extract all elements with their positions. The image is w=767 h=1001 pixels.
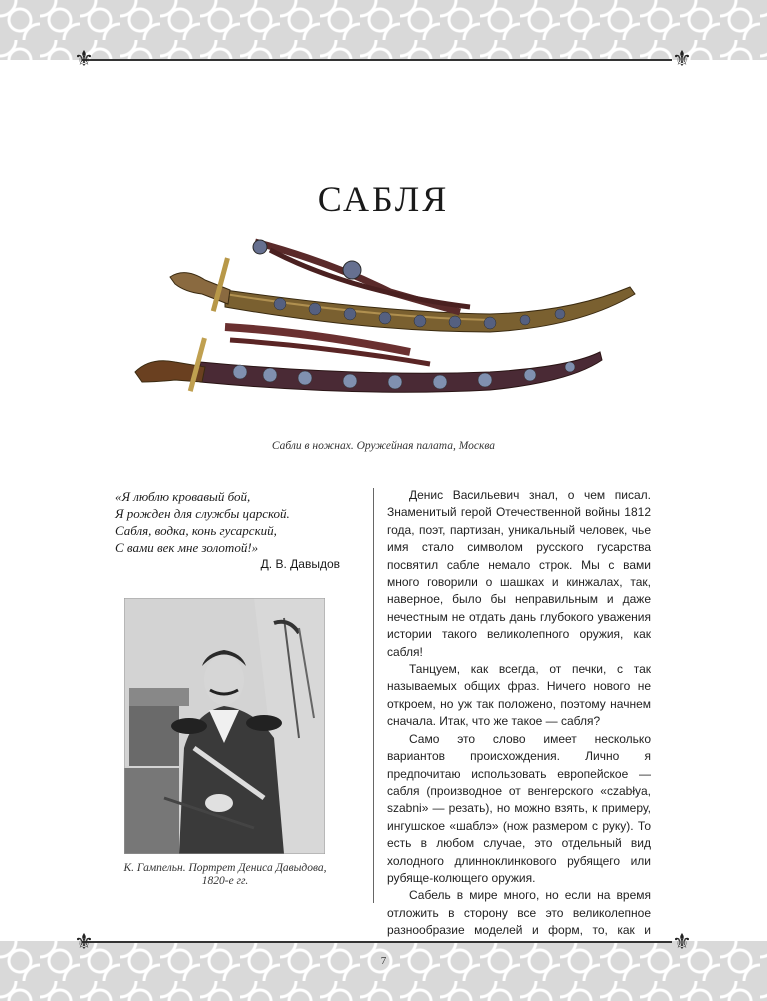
fleur-de-lis-icon: ⚜ bbox=[672, 930, 692, 955]
column-divider bbox=[373, 488, 374, 903]
bottom-ornament-band bbox=[0, 941, 767, 1001]
sabers-illustration bbox=[130, 232, 640, 417]
portrait-caption-line: К. Гампельн. Портрет Дениса Давыдова, bbox=[123, 862, 327, 874]
epigraph-author: Д. В. Давыдов bbox=[260, 557, 340, 571]
paragraph: Сабель в мире много, но если на время отложить в сторону все это великолепное разнообразие моделей и форм, то, как и bbox=[387, 888, 651, 938]
fleur-de-lis-icon: ⚜ bbox=[672, 47, 692, 72]
paragraph: Само это слово имеет несколько вариантов происхождения. Лично я предпочитаю использовать европейское — сабля (производное от венгерского «czabłya, szabni» — резать), но можно взять, к примеру, ингушское «шаблэ» (нож размером с руку). То есть в любом случае, это отдельный вид холодного длинноклинкового рубящего или рубяще-колющего оружия. bbox=[387, 731, 651, 885]
top-rule bbox=[82, 59, 672, 61]
portrait-illustration bbox=[124, 598, 325, 854]
paragraph: Танцуем, как всегда, от печки, с так называемых общих фраз. Ничего нового не откроем, но уж так положено, поэтому начнем сначала. Итак, что же такое — сабля? bbox=[387, 662, 651, 729]
epigraph-line: Я рожден для службы царской. bbox=[115, 506, 290, 521]
body-text bbox=[387, 487, 651, 974]
epigraph-line: «Я люблю кровавый бой, bbox=[115, 489, 251, 504]
page-number: 7 bbox=[380, 955, 387, 967]
paragraph: Денис Васильевич знал, о чем писал. Знаменитый герой Отечественной войны 1812 года, поэт, партизан, уникальный человек, чье имя стало символом русского гусарства посвятил сабле немало строк. Мы с вами много говорили о шашках и кинжалах, так, наверное, было бы неправильным и даже нечестным не отдать дань глубокого уважения истории такого великолепного оружия, как сабля! bbox=[387, 488, 651, 659]
top-ornament-band bbox=[0, 0, 767, 60]
fleur-de-lis-icon: ⚜ bbox=[74, 47, 94, 72]
portrait-caption-line: 1820-е гг. bbox=[201, 875, 249, 887]
portrait-caption bbox=[114, 862, 336, 888]
epigraph-line: Сабля, водка, конь гусарский, bbox=[115, 523, 277, 538]
page-title: САБЛЯ bbox=[317, 179, 450, 219]
bottom-rule bbox=[82, 941, 672, 943]
figure-caption: Сабли в ножнах. Оружейная палата, Москва bbox=[271, 440, 496, 452]
epigraph bbox=[115, 488, 340, 573]
epigraph-line: С вами век мне золотой!» bbox=[115, 540, 259, 555]
fleur-de-lis-icon: ⚜ bbox=[74, 930, 94, 955]
